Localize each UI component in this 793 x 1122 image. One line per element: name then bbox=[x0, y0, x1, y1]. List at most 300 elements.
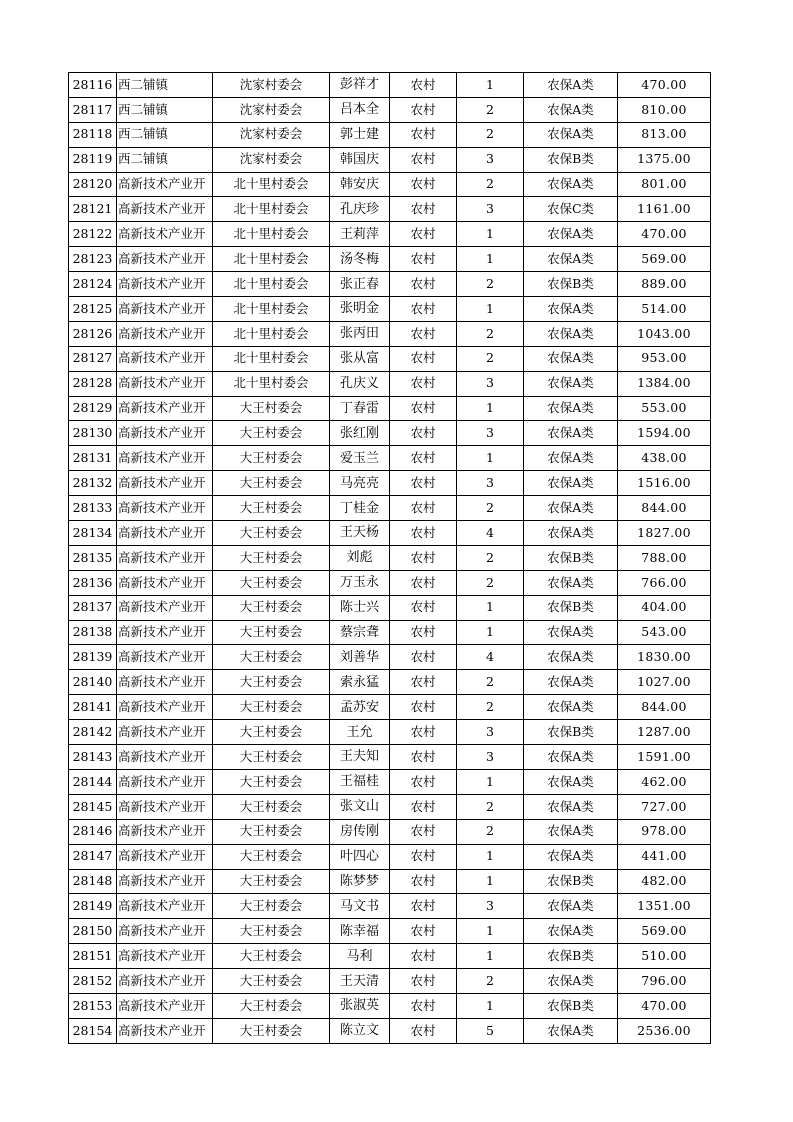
household-size-cell: 2 bbox=[457, 97, 524, 122]
record-id-cell: 28133 bbox=[69, 496, 117, 521]
table-row bbox=[69, 73, 711, 98]
record-id-cell: 28127 bbox=[69, 346, 117, 371]
amount-cell: 2536.00 bbox=[618, 1018, 711, 1043]
table-row bbox=[69, 247, 711, 272]
amount-cell: 813.00 bbox=[618, 122, 711, 147]
insurance-category-cell: 农保A类 bbox=[524, 695, 618, 720]
insurance-category-cell: 农保B类 bbox=[524, 147, 618, 172]
name-cell: 丁春雷 bbox=[330, 396, 390, 421]
village-committee-cell: 大王村委会 bbox=[213, 446, 330, 471]
record-id-cell: 28148 bbox=[69, 869, 117, 894]
amount-cell: 766.00 bbox=[618, 570, 711, 595]
residence-type-cell: 农村 bbox=[390, 645, 457, 670]
name-cell: 张淑英 bbox=[330, 993, 390, 1018]
household-size-cell: 1 bbox=[457, 222, 524, 247]
town-cell: 高新技术产业开 bbox=[117, 919, 213, 944]
table-row bbox=[69, 471, 711, 496]
table-row bbox=[69, 521, 711, 546]
record-id-cell: 28126 bbox=[69, 321, 117, 346]
record-id-cell: 28128 bbox=[69, 371, 117, 396]
insurance-category-cell: 农保A类 bbox=[524, 645, 618, 670]
town-cell: 高新技术产业开 bbox=[117, 321, 213, 346]
amount-cell: 1351.00 bbox=[618, 894, 711, 919]
amount-cell: 1027.00 bbox=[618, 670, 711, 695]
village-committee-cell: 北十里村委会 bbox=[213, 222, 330, 247]
record-id-cell: 28146 bbox=[69, 819, 117, 844]
record-id-cell: 28119 bbox=[69, 147, 117, 172]
residence-type-cell: 农村 bbox=[390, 545, 457, 570]
insurance-category-cell: 农保A类 bbox=[524, 819, 618, 844]
residence-type-cell: 农村 bbox=[390, 1018, 457, 1043]
amount-cell: 801.00 bbox=[618, 172, 711, 197]
town-cell: 西二铺镇 bbox=[117, 73, 213, 98]
household-size-cell: 2 bbox=[457, 570, 524, 595]
record-id-cell: 28117 bbox=[69, 97, 117, 122]
amount-cell: 1375.00 bbox=[618, 147, 711, 172]
amount-cell: 1043.00 bbox=[618, 321, 711, 346]
residence-type-cell: 农村 bbox=[390, 247, 457, 272]
record-id-cell: 28152 bbox=[69, 969, 117, 994]
village-committee-cell: 大王村委会 bbox=[213, 745, 330, 770]
amount-cell: 1516.00 bbox=[618, 471, 711, 496]
residence-type-cell: 农村 bbox=[390, 371, 457, 396]
table-row bbox=[69, 122, 711, 147]
insurance-category-cell: 农保A类 bbox=[524, 421, 618, 446]
residence-type-cell: 农村 bbox=[390, 869, 457, 894]
name-cell: 吕本全 bbox=[330, 97, 390, 122]
name-cell: 王福桂 bbox=[330, 769, 390, 794]
town-cell: 高新技术产业开 bbox=[117, 894, 213, 919]
record-id-cell: 28123 bbox=[69, 247, 117, 272]
village-committee-cell: 北十里村委会 bbox=[213, 346, 330, 371]
record-id-cell: 28141 bbox=[69, 695, 117, 720]
amount-cell: 788.00 bbox=[618, 545, 711, 570]
village-committee-cell: 大王村委会 bbox=[213, 869, 330, 894]
town-cell: 西二铺镇 bbox=[117, 147, 213, 172]
table-row bbox=[69, 272, 711, 297]
village-committee-cell: 沈家村委会 bbox=[213, 73, 330, 98]
household-size-cell: 3 bbox=[457, 421, 524, 446]
household-size-cell: 2 bbox=[457, 794, 524, 819]
table-row bbox=[69, 944, 711, 969]
residence-type-cell: 农村 bbox=[390, 969, 457, 994]
record-id-cell: 28149 bbox=[69, 894, 117, 919]
village-committee-cell: 大王村委会 bbox=[213, 421, 330, 446]
residence-type-cell: 农村 bbox=[390, 396, 457, 421]
village-committee-cell: 沈家村委会 bbox=[213, 122, 330, 147]
name-cell: 陈士兴 bbox=[330, 595, 390, 620]
table-row bbox=[69, 894, 711, 919]
record-id-cell: 28137 bbox=[69, 595, 117, 620]
record-id-cell: 28153 bbox=[69, 993, 117, 1018]
records-table bbox=[68, 72, 711, 1044]
name-cell: 孔庆义 bbox=[330, 371, 390, 396]
name-cell: 王天清 bbox=[330, 969, 390, 994]
table-row bbox=[69, 595, 711, 620]
table-row bbox=[69, 969, 711, 994]
amount-cell: 514.00 bbox=[618, 297, 711, 322]
town-cell: 高新技术产业开 bbox=[117, 496, 213, 521]
table-row bbox=[69, 919, 711, 944]
amount-cell: 727.00 bbox=[618, 794, 711, 819]
record-id-cell: 28132 bbox=[69, 471, 117, 496]
village-committee-cell: 北十里村委会 bbox=[213, 272, 330, 297]
town-cell: 高新技术产业开 bbox=[117, 471, 213, 496]
name-cell: 韩国庆 bbox=[330, 147, 390, 172]
record-id-cell: 28121 bbox=[69, 197, 117, 222]
table-row bbox=[69, 97, 711, 122]
table-row bbox=[69, 321, 711, 346]
village-committee-cell: 大王村委会 bbox=[213, 471, 330, 496]
amount-cell: 1287.00 bbox=[618, 720, 711, 745]
table-row bbox=[69, 570, 711, 595]
insurance-category-cell: 农保A类 bbox=[524, 297, 618, 322]
village-committee-cell: 大王村委会 bbox=[213, 844, 330, 869]
amount-cell: 810.00 bbox=[618, 97, 711, 122]
residence-type-cell: 农村 bbox=[390, 421, 457, 446]
amount-cell: 569.00 bbox=[618, 247, 711, 272]
insurance-category-cell: 农保A类 bbox=[524, 321, 618, 346]
table-row bbox=[69, 197, 711, 222]
village-committee-cell: 大王村委会 bbox=[213, 769, 330, 794]
village-committee-cell: 大王村委会 bbox=[213, 545, 330, 570]
village-committee-cell: 大王村委会 bbox=[213, 819, 330, 844]
amount-cell: 470.00 bbox=[618, 993, 711, 1018]
insurance-category-cell: 农保A类 bbox=[524, 97, 618, 122]
household-size-cell: 2 bbox=[457, 695, 524, 720]
household-size-cell: 3 bbox=[457, 894, 524, 919]
town-cell: 高新技术产业开 bbox=[117, 272, 213, 297]
record-id-cell: 28130 bbox=[69, 421, 117, 446]
village-committee-cell: 北十里村委会 bbox=[213, 297, 330, 322]
household-size-cell: 5 bbox=[457, 1018, 524, 1043]
residence-type-cell: 农村 bbox=[390, 919, 457, 944]
name-cell: 陈幸福 bbox=[330, 919, 390, 944]
record-id-cell: 28145 bbox=[69, 794, 117, 819]
town-cell: 高新技术产业开 bbox=[117, 620, 213, 645]
village-committee-cell: 大王村委会 bbox=[213, 396, 330, 421]
name-cell: 郭士建 bbox=[330, 122, 390, 147]
village-committee-cell: 北十里村委会 bbox=[213, 321, 330, 346]
table-row bbox=[69, 869, 711, 894]
town-cell: 高新技术产业开 bbox=[117, 745, 213, 770]
amount-cell: 441.00 bbox=[618, 844, 711, 869]
table-body bbox=[69, 73, 711, 1044]
insurance-category-cell: 农保B类 bbox=[524, 720, 618, 745]
household-size-cell: 2 bbox=[457, 545, 524, 570]
record-id-cell: 28135 bbox=[69, 545, 117, 570]
insurance-category-cell: 农保A类 bbox=[524, 1018, 618, 1043]
town-cell: 高新技术产业开 bbox=[117, 222, 213, 247]
village-committee-cell: 大王村委会 bbox=[213, 620, 330, 645]
town-cell: 高新技术产业开 bbox=[117, 172, 213, 197]
residence-type-cell: 农村 bbox=[390, 471, 457, 496]
town-cell: 高新技术产业开 bbox=[117, 720, 213, 745]
insurance-category-cell: 农保A类 bbox=[524, 222, 618, 247]
residence-type-cell: 农村 bbox=[390, 720, 457, 745]
residence-type-cell: 农村 bbox=[390, 819, 457, 844]
town-cell: 高新技术产业开 bbox=[117, 969, 213, 994]
amount-cell: 1591.00 bbox=[618, 745, 711, 770]
table-row bbox=[69, 147, 711, 172]
table-row bbox=[69, 545, 711, 570]
residence-type-cell: 农村 bbox=[390, 993, 457, 1018]
insurance-category-cell: 农保A类 bbox=[524, 496, 618, 521]
record-id-cell: 28151 bbox=[69, 944, 117, 969]
insurance-category-cell: 农保A类 bbox=[524, 769, 618, 794]
residence-type-cell: 农村 bbox=[390, 595, 457, 620]
amount-cell: 553.00 bbox=[618, 396, 711, 421]
insurance-category-cell: 农保A类 bbox=[524, 794, 618, 819]
town-cell: 高新技术产业开 bbox=[117, 944, 213, 969]
insurance-category-cell: 农保A类 bbox=[524, 844, 618, 869]
record-id-cell: 28138 bbox=[69, 620, 117, 645]
amount-cell: 482.00 bbox=[618, 869, 711, 894]
name-cell: 陈立文 bbox=[330, 1018, 390, 1043]
table-row bbox=[69, 993, 711, 1018]
record-id-cell: 28150 bbox=[69, 919, 117, 944]
insurance-category-cell: 农保A类 bbox=[524, 969, 618, 994]
name-cell: 王允 bbox=[330, 720, 390, 745]
table-row bbox=[69, 222, 711, 247]
household-size-cell: 1 bbox=[457, 595, 524, 620]
name-cell: 孟苏安 bbox=[330, 695, 390, 720]
name-cell: 刘善华 bbox=[330, 645, 390, 670]
insurance-category-cell: 农保A类 bbox=[524, 620, 618, 645]
household-size-cell: 2 bbox=[457, 172, 524, 197]
amount-cell: 470.00 bbox=[618, 73, 711, 98]
town-cell: 高新技术产业开 bbox=[117, 695, 213, 720]
household-size-cell: 2 bbox=[457, 670, 524, 695]
household-size-cell: 4 bbox=[457, 521, 524, 546]
insurance-category-cell: 农保A类 bbox=[524, 73, 618, 98]
village-committee-cell: 大王村委会 bbox=[213, 794, 330, 819]
village-committee-cell: 大王村委会 bbox=[213, 645, 330, 670]
table-row bbox=[69, 371, 711, 396]
town-cell: 高新技术产业开 bbox=[117, 446, 213, 471]
town-cell: 高新技术产业开 bbox=[117, 521, 213, 546]
table-row bbox=[69, 720, 711, 745]
town-cell: 高新技术产业开 bbox=[117, 396, 213, 421]
household-size-cell: 2 bbox=[457, 496, 524, 521]
village-committee-cell: 大王村委会 bbox=[213, 695, 330, 720]
household-size-cell: 1 bbox=[457, 620, 524, 645]
insurance-category-cell: 农保B类 bbox=[524, 944, 618, 969]
insurance-category-cell: 农保B类 bbox=[524, 869, 618, 894]
household-size-cell: 1 bbox=[457, 944, 524, 969]
name-cell: 陈梦梦 bbox=[330, 869, 390, 894]
amount-cell: 844.00 bbox=[618, 695, 711, 720]
insurance-category-cell: 农保A类 bbox=[524, 247, 618, 272]
residence-type-cell: 农村 bbox=[390, 446, 457, 471]
household-size-cell: 1 bbox=[457, 73, 524, 98]
name-cell: 马亮亮 bbox=[330, 471, 390, 496]
household-size-cell: 1 bbox=[457, 993, 524, 1018]
village-committee-cell: 大王村委会 bbox=[213, 1018, 330, 1043]
household-size-cell: 3 bbox=[457, 197, 524, 222]
record-id-cell: 28122 bbox=[69, 222, 117, 247]
name-cell: 刘彪 bbox=[330, 545, 390, 570]
village-committee-cell: 大王村委会 bbox=[213, 521, 330, 546]
household-size-cell: 1 bbox=[457, 769, 524, 794]
table-row bbox=[69, 670, 711, 695]
residence-type-cell: 农村 bbox=[390, 122, 457, 147]
record-id-cell: 28139 bbox=[69, 645, 117, 670]
household-size-cell: 3 bbox=[457, 745, 524, 770]
household-size-cell: 2 bbox=[457, 969, 524, 994]
name-cell: 王夫知 bbox=[330, 745, 390, 770]
residence-type-cell: 农村 bbox=[390, 670, 457, 695]
amount-cell: 510.00 bbox=[618, 944, 711, 969]
household-size-cell: 4 bbox=[457, 645, 524, 670]
table-row bbox=[69, 1018, 711, 1043]
insurance-category-cell: 农保A类 bbox=[524, 471, 618, 496]
residence-type-cell: 农村 bbox=[390, 222, 457, 247]
name-cell: 张从富 bbox=[330, 346, 390, 371]
name-cell: 万玉永 bbox=[330, 570, 390, 595]
town-cell: 高新技术产业开 bbox=[117, 570, 213, 595]
town-cell: 高新技术产业开 bbox=[117, 819, 213, 844]
table-row bbox=[69, 297, 711, 322]
table-row bbox=[69, 421, 711, 446]
record-id-cell: 28142 bbox=[69, 720, 117, 745]
record-id-cell: 28136 bbox=[69, 570, 117, 595]
residence-type-cell: 农村 bbox=[390, 73, 457, 98]
record-id-cell: 28143 bbox=[69, 745, 117, 770]
record-id-cell: 28131 bbox=[69, 446, 117, 471]
village-committee-cell: 大王村委会 bbox=[213, 894, 330, 919]
household-size-cell: 2 bbox=[457, 122, 524, 147]
record-id-cell: 28124 bbox=[69, 272, 117, 297]
residence-type-cell: 农村 bbox=[390, 97, 457, 122]
residence-type-cell: 农村 bbox=[390, 272, 457, 297]
record-id-cell: 28129 bbox=[69, 396, 117, 421]
record-id-cell: 28118 bbox=[69, 122, 117, 147]
record-id-cell: 28147 bbox=[69, 844, 117, 869]
amount-cell: 953.00 bbox=[618, 346, 711, 371]
insurance-category-cell: 农保A类 bbox=[524, 745, 618, 770]
amount-cell: 1161.00 bbox=[618, 197, 711, 222]
name-cell: 爱玉兰 bbox=[330, 446, 390, 471]
insurance-category-cell: 农保A类 bbox=[524, 919, 618, 944]
amount-cell: 1830.00 bbox=[618, 645, 711, 670]
table-row bbox=[69, 819, 711, 844]
town-cell: 高新技术产业开 bbox=[117, 670, 213, 695]
village-committee-cell: 大王村委会 bbox=[213, 944, 330, 969]
name-cell: 张文山 bbox=[330, 794, 390, 819]
table-row bbox=[69, 794, 711, 819]
town-cell: 高新技术产业开 bbox=[117, 794, 213, 819]
table-row bbox=[69, 645, 711, 670]
table-row bbox=[69, 172, 711, 197]
village-committee-cell: 大王村委会 bbox=[213, 919, 330, 944]
name-cell: 张明金 bbox=[330, 297, 390, 322]
household-size-cell: 1 bbox=[457, 844, 524, 869]
record-id-cell: 28154 bbox=[69, 1018, 117, 1043]
insurance-category-cell: 农保A类 bbox=[524, 446, 618, 471]
insurance-category-cell: 农保B类 bbox=[524, 993, 618, 1018]
residence-type-cell: 农村 bbox=[390, 346, 457, 371]
amount-cell: 1827.00 bbox=[618, 521, 711, 546]
amount-cell: 569.00 bbox=[618, 919, 711, 944]
town-cell: 高新技术产业开 bbox=[117, 371, 213, 396]
name-cell: 索永猛 bbox=[330, 670, 390, 695]
insurance-category-cell: 农保A类 bbox=[524, 670, 618, 695]
household-size-cell: 2 bbox=[457, 346, 524, 371]
amount-cell: 404.00 bbox=[618, 595, 711, 620]
residence-type-cell: 农村 bbox=[390, 172, 457, 197]
insurance-category-cell: 农保A类 bbox=[524, 122, 618, 147]
residence-type-cell: 农村 bbox=[390, 321, 457, 346]
table-row bbox=[69, 620, 711, 645]
amount-cell: 978.00 bbox=[618, 819, 711, 844]
village-committee-cell: 大王村委会 bbox=[213, 496, 330, 521]
town-cell: 高新技术产业开 bbox=[117, 421, 213, 446]
household-size-cell: 1 bbox=[457, 297, 524, 322]
amount-cell: 543.00 bbox=[618, 620, 711, 645]
residence-type-cell: 农村 bbox=[390, 894, 457, 919]
record-id-cell: 28116 bbox=[69, 73, 117, 98]
name-cell: 马文书 bbox=[330, 894, 390, 919]
village-committee-cell: 北十里村委会 bbox=[213, 197, 330, 222]
household-size-cell: 1 bbox=[457, 919, 524, 944]
name-cell: 张红刚 bbox=[330, 421, 390, 446]
residence-type-cell: 农村 bbox=[390, 147, 457, 172]
name-cell: 房传刚 bbox=[330, 819, 390, 844]
name-cell: 蔡宗聋 bbox=[330, 620, 390, 645]
village-committee-cell: 大王村委会 bbox=[213, 720, 330, 745]
table-row bbox=[69, 695, 711, 720]
household-size-cell: 3 bbox=[457, 471, 524, 496]
residence-type-cell: 农村 bbox=[390, 769, 457, 794]
town-cell: 西二铺镇 bbox=[117, 97, 213, 122]
name-cell: 孔庆珍 bbox=[330, 197, 390, 222]
town-cell: 高新技术产业开 bbox=[117, 645, 213, 670]
residence-type-cell: 农村 bbox=[390, 197, 457, 222]
amount-cell: 796.00 bbox=[618, 969, 711, 994]
town-cell: 高新技术产业开 bbox=[117, 844, 213, 869]
insurance-category-cell: 农保B类 bbox=[524, 595, 618, 620]
name-cell: 韩安庆 bbox=[330, 172, 390, 197]
village-committee-cell: 北十里村委会 bbox=[213, 172, 330, 197]
residence-type-cell: 农村 bbox=[390, 570, 457, 595]
household-size-cell: 2 bbox=[457, 272, 524, 297]
name-cell: 丁桂金 bbox=[330, 496, 390, 521]
insurance-category-cell: 农保C类 bbox=[524, 197, 618, 222]
insurance-category-cell: 农保A类 bbox=[524, 346, 618, 371]
residence-type-cell: 农村 bbox=[390, 794, 457, 819]
household-size-cell: 3 bbox=[457, 147, 524, 172]
record-id-cell: 28144 bbox=[69, 769, 117, 794]
name-cell: 叶四心 bbox=[330, 844, 390, 869]
residence-type-cell: 农村 bbox=[390, 745, 457, 770]
household-size-cell: 1 bbox=[457, 247, 524, 272]
town-cell: 高新技术产业开 bbox=[117, 769, 213, 794]
residence-type-cell: 农村 bbox=[390, 844, 457, 869]
insurance-category-cell: 农保B类 bbox=[524, 272, 618, 297]
record-id-cell: 28134 bbox=[69, 521, 117, 546]
residence-type-cell: 农村 bbox=[390, 521, 457, 546]
town-cell: 西二铺镇 bbox=[117, 122, 213, 147]
insurance-category-cell: 农保A类 bbox=[524, 521, 618, 546]
record-id-cell: 28140 bbox=[69, 670, 117, 695]
table-row bbox=[69, 346, 711, 371]
insurance-category-cell: 农保B类 bbox=[524, 545, 618, 570]
village-committee-cell: 北十里村委会 bbox=[213, 247, 330, 272]
insurance-category-cell: 农保A类 bbox=[524, 172, 618, 197]
amount-cell: 1594.00 bbox=[618, 421, 711, 446]
town-cell: 高新技术产业开 bbox=[117, 297, 213, 322]
